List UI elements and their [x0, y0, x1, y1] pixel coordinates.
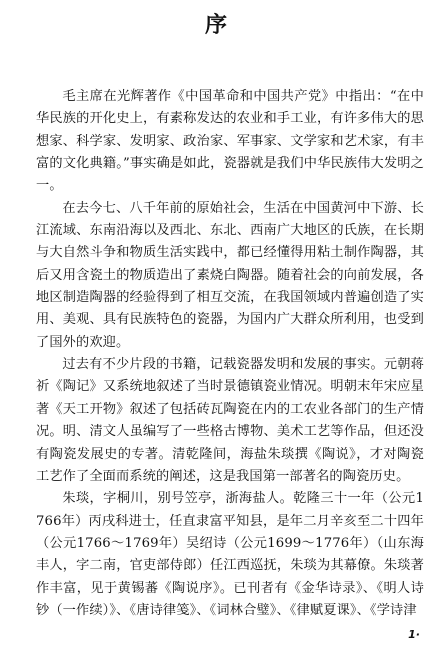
- page-title: 序: [204, 12, 229, 38]
- page-number: 1·: [408, 628, 420, 641]
- paragraph-4: 朱琰，字桐川，别号笠亭，浙海盐人。乾隆三十一年（公元1766年）丙戌科进士，任直隶富平知县，是年二月辛亥至二十四年（公元1766～1769年）吴绍诗（公元1699～1776年）（山东海丰人，字二南，官吏部侍郎）任江西巡抚，朱琰为其幕僚。朱琰著作丰富，见于黄锡蕃《陶说序》。已刊者有《金华诗录》、《明人诗钞（一作续）》、《唐诗律笺》、《词林合璧》、《律赋夏课》、《学诗津: [36, 491, 424, 618]
- paragraph-2: 在去今七、八千年前的原始社会，生活在中国黄河中下游、长江流域、东南沿海以及西北、东北、西南广大地区的氏族，在长期与大自然斗争和物质生活实践中，都已经懂得用粘土制作陶器，其后又用含瓷土的物质造出了素烧白陶器。随着社会的向前发展，各地区制造陶器的经验得到了相互交流，在我国领域内普遍创造了实用、美观、具有民族特色的瓷器，为国内广大群众所利用，也受到了国外的欢迎。: [36, 200, 424, 350]
- preface-body: [36, 86, 424, 622]
- paragraph-3: 过去有不少片段的书籍，记载瓷器发明和发展的事实。元朝蒋祈《陶记》又系统地叙述了当时景德镇瓷业情况。明朝末年宋应星著《天工开物》叙述了包括砖瓦陶瓷在内的工农业各部门的生产情况。明、清文人虽编写了一些格古博物、美术工艺等作品，但还没有陶瓷发展史的专著。清乾隆间，海盐朱琰撰《陶说》，才对陶瓷工艺作了全面而系统的阐述，这是我国第一部著名的陶瓷历史。: [36, 357, 424, 484]
- paragraph-1: 毛主席在光辉著作《中国革命和中国共产党》中指出：“在中华民族的开化史上，有素称发达的农业和手工业，有许多伟大的思想家、科学家、发明家、政治家、军事家、文学家和艺术家，有丰富的文化典籍。”事实确是如此，瓷器就是我们中华民族伟大发明之一。: [36, 89, 424, 194]
